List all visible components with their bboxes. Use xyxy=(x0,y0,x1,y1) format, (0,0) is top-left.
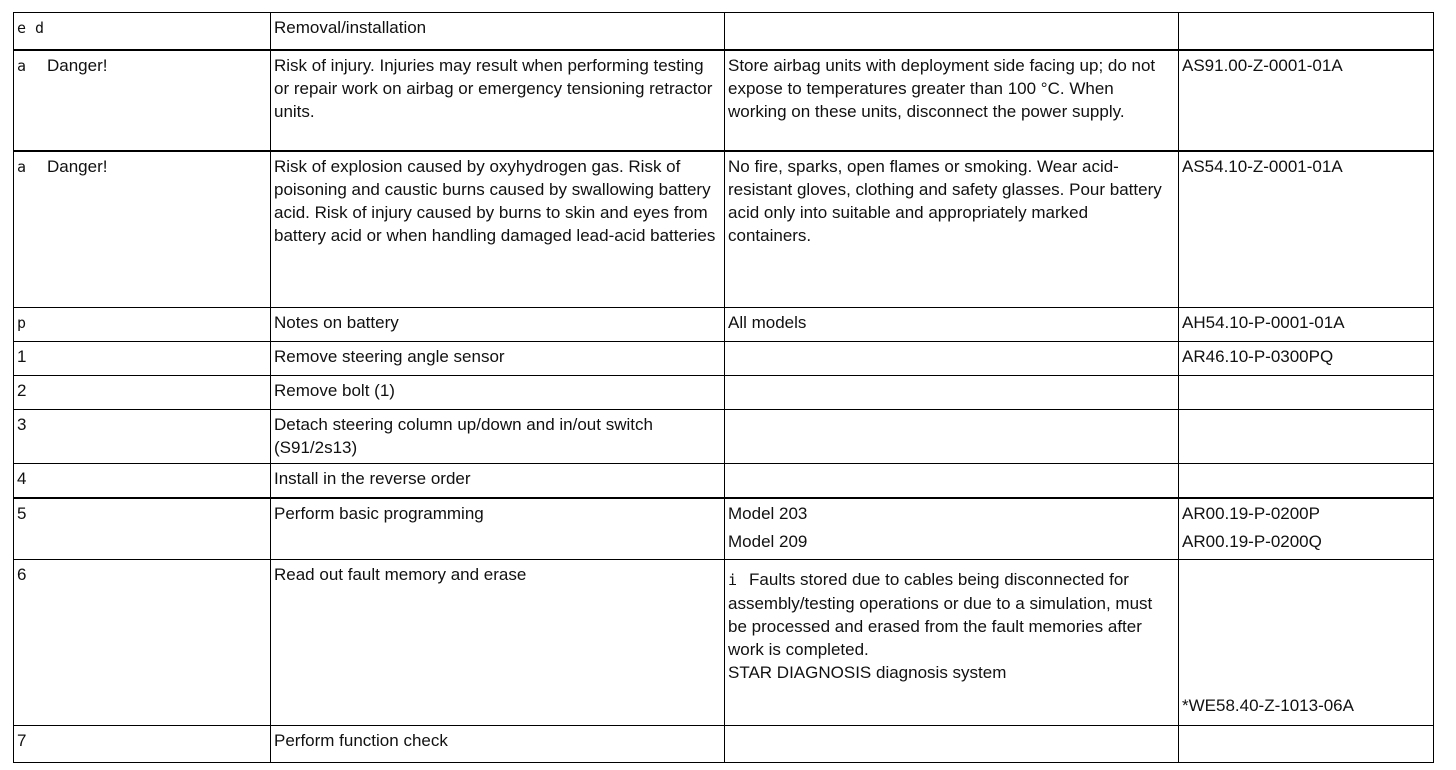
info-text: Faults stored due to cables being disconnected for assembly/testing operations or due to a simulation, must be processed and erased from the fault memories after work is completed. xyxy=(728,570,1153,659)
model-label: Model 209 xyxy=(728,532,808,551)
step-ref xyxy=(1179,410,1434,464)
note-row xyxy=(14,308,1434,342)
step-text: Remove steering angle sensor xyxy=(271,342,725,376)
step-ref: *WE58.40-Z-1013-06A xyxy=(1179,560,1434,726)
header-symbol: e d xyxy=(14,13,271,51)
info-icon: i xyxy=(728,571,738,589)
step-ref xyxy=(1179,376,1434,410)
diagnosis-system: STAR DIAGNOSIS diagnosis system xyxy=(728,663,1007,682)
step-row xyxy=(14,410,1434,464)
header-col4 xyxy=(1179,13,1434,51)
step-note xyxy=(725,464,1179,499)
step-ref xyxy=(1179,464,1434,499)
step-note xyxy=(725,410,1179,464)
model-ref: AR00.19-P-0200Q xyxy=(1182,532,1322,551)
model-ref: AR00.19-P-0200P xyxy=(1182,504,1320,523)
step-row xyxy=(14,342,1434,376)
step-number: 5 xyxy=(14,498,271,560)
risk-title: Risk of explosion xyxy=(274,157,403,176)
step-row xyxy=(14,464,1434,499)
step-text: Install in the reverse order xyxy=(271,464,725,499)
danger-symbol: a xyxy=(17,158,27,176)
step-ref: AR46.10-P-0300PQ xyxy=(1179,342,1434,376)
step-row xyxy=(14,498,1434,560)
step-text: Detach steering column up/down and in/out switch (S91/2s13) xyxy=(271,410,725,464)
step-number: 7 xyxy=(14,726,271,763)
step-text: Read out fault memory and erase xyxy=(271,560,725,726)
risk-text: Injuries may result when performing testing or repair work on airbag or emergency tensioning retractor units. xyxy=(274,56,713,121)
danger-measure: No fire, sparks, open flames or smoking. Wear acid-resistant gloves, clothing and safety glasses. Pour battery acid only into suitable and appropriately marked containers. xyxy=(725,151,1179,308)
note-text: Notes on battery xyxy=(271,308,725,342)
procedure-table xyxy=(13,12,1434,763)
header-col3 xyxy=(725,13,1179,51)
step-number: 2 xyxy=(14,376,271,410)
danger-label: Danger! xyxy=(47,157,108,176)
step-row xyxy=(14,560,1434,726)
danger-ref: AS91.00-Z-0001-01A xyxy=(1179,50,1434,151)
note-applies: All models xyxy=(725,308,1179,342)
danger-label: Danger! xyxy=(47,56,108,75)
step-note xyxy=(725,726,1179,763)
danger-row xyxy=(14,50,1434,151)
note-ref: AH54.10-P-0001-01A xyxy=(1179,308,1434,342)
step-number: 6 xyxy=(14,560,271,726)
step-note xyxy=(725,342,1179,376)
step-number: 1 xyxy=(14,342,271,376)
step-row xyxy=(14,376,1434,410)
risk-title: Risk of injury. xyxy=(274,56,375,75)
header-title: Removal/installation xyxy=(271,13,725,51)
danger-symbol: a xyxy=(17,57,27,75)
risk-text: caused by oxyhydrogen gas. Risk of poisoning and caustic burns caused by swallowing battery acid. Risk of injury caused by burns to skin and eyes from battery acid or when handling damaged lead-acid batteries xyxy=(274,157,716,245)
step-number: 3 xyxy=(14,410,271,464)
danger-ref: AS54.10-Z-0001-01A xyxy=(1179,151,1434,308)
header-row xyxy=(14,13,1434,51)
step-number: 4 xyxy=(14,464,271,499)
step-text: Perform function check xyxy=(271,726,725,763)
step-text: Remove bolt (1) xyxy=(271,376,725,410)
step-text: Perform basic programming xyxy=(271,498,725,560)
step-row xyxy=(14,726,1434,763)
step-ref xyxy=(1179,726,1434,763)
danger-measure: Store airbag units with deployment side facing up; do not expose to temperatures greater than 100 °C. When working on these units, disconnect the power supply. xyxy=(725,50,1179,151)
model-label: Model 203 xyxy=(728,504,808,523)
step-note xyxy=(725,376,1179,410)
danger-row xyxy=(14,151,1434,308)
note-symbol: p xyxy=(17,314,27,332)
